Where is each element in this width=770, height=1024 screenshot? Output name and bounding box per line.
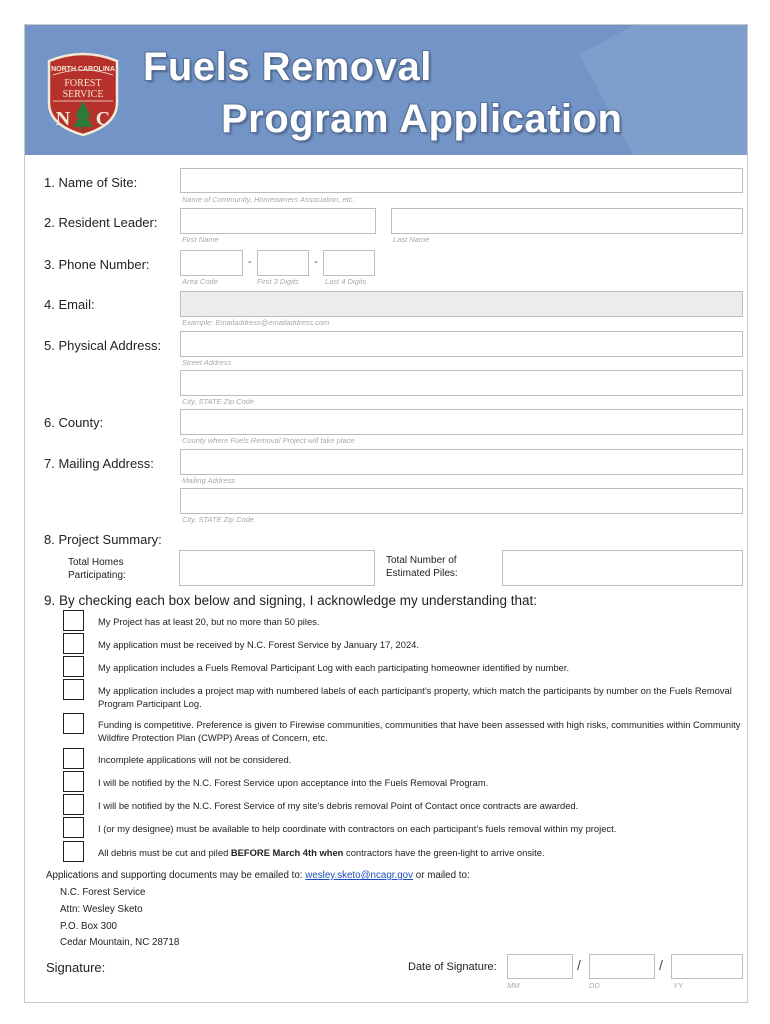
ack-checkbox-4[interactable] <box>63 679 84 700</box>
leader-first-hint: First Name <box>182 235 219 244</box>
physical-city-hint: City, STATE Zip Code <box>182 397 255 406</box>
date-slash-2: / <box>659 957 663 973</box>
ack-checkbox-2[interactable] <box>63 633 84 654</box>
logo-line2: SERVICE <box>62 89 104 100</box>
address-line-3: P.O. Box 300 <box>60 921 118 932</box>
ack-text-5: Funding is competitive. Preference is given to Firewise communities, communities that have been assessed with high risks, communities within Community Wildfire Protection Plan (CWPP) Areas of Concern, etc. <box>98 719 741 743</box>
ack-text-2: My application must be received by N.C. Forest Service by January 17, 2024. <box>98 639 419 650</box>
ack-checkbox-3[interactable] <box>63 656 84 677</box>
logo-line1: FOREST <box>64 78 102 89</box>
leader-label: 2. Resident Leader: <box>44 215 158 230</box>
county-hint: County where Fuels Removal Project will take place <box>182 436 355 445</box>
forest-service-logo <box>43 51 123 137</box>
mailing-city-hint: City, STATE Zip Code <box>182 515 255 524</box>
phone-sep-2: - <box>314 256 318 268</box>
submission-email-link[interactable]: wesley.sketo@ncagr.gov <box>305 870 414 881</box>
ack-checkbox-1[interactable] <box>63 610 84 631</box>
mailing-address-hint: Mailing Address <box>182 476 236 485</box>
logo-right-letter: C <box>95 108 111 130</box>
title-line-2: Program Application <box>221 97 623 141</box>
mailing-city-input[interactable] <box>180 488 743 514</box>
ack-text-9: I (or my designee) must be available to help coordinate with contractors on each participant’s fuels removal within my project. <box>98 823 617 834</box>
leader-last-input[interactable] <box>391 208 743 234</box>
date-yy-hint: YY <box>673 981 684 990</box>
phone-first3-input[interactable] <box>257 250 309 276</box>
logo-left-letter: N <box>55 108 71 130</box>
ack-checkbox-7[interactable] <box>63 771 84 792</box>
leader-first-input[interactable] <box>180 208 376 234</box>
phone-last4-hint: Last 4 Digits <box>325 277 367 286</box>
phone-last4-input[interactable] <box>323 250 375 276</box>
logo-top-text: NORTH CAROLINA <box>51 66 115 73</box>
email-hint: Example: Emailaddress@emailaddress.com <box>182 318 330 327</box>
mailing-address-input[interactable] <box>180 449 743 475</box>
site-label: 1. Name of Site: <box>44 175 138 190</box>
physical-street-hint: Street Address <box>182 358 232 367</box>
ack-text-8: I will be notified by the N.C. Forest Service of my site’s debris removal Point of Contact once contracts are awarded. <box>98 800 579 811</box>
site-hint: Name of Community, Homeowners Association, etc. <box>182 195 355 204</box>
date-yy-input[interactable] <box>671 954 743 979</box>
date-mm-hint: MM <box>507 981 520 990</box>
phone-label: 3. Phone Number: <box>44 257 150 272</box>
date-slash-1: / <box>577 957 581 973</box>
summary-label: 8. Project Summary: <box>44 532 162 547</box>
ack-checkbox-9[interactable] <box>63 817 84 838</box>
homes-label: Total Homes Participating: <box>68 557 126 581</box>
phone-first3-hint: First 3 Digits <box>257 277 299 286</box>
piles-input[interactable] <box>502 550 743 586</box>
date-mm-input[interactable] <box>507 954 573 979</box>
ack-heading: 9. By checking each box below and signing, I acknowledge my understanding that: <box>44 593 538 608</box>
piles-label: Total Number of Estimated Piles: <box>386 555 458 579</box>
ack-text-1: My Project has at least 20, but no more than 50 piles. <box>98 616 320 627</box>
ack-checkbox-8[interactable] <box>63 794 84 815</box>
ack-text-7: I will be notified by the N.C. Forest Service upon acceptance into the Fuels Removal Program. <box>98 777 489 788</box>
leader-last-hint: Last Name <box>393 235 430 244</box>
physical-city-input[interactable] <box>180 370 743 396</box>
ack-text-4: My application includes a project map with numbered labels of each participant’s property, which match the participants by number on the Fuels Removal Program Participant Log. <box>98 685 732 709</box>
phone-sep-1: - <box>248 256 252 268</box>
ack-text-10: All debris must be cut and piled BEFORE March 4th when contractors have the green-light to arrive onsite. <box>98 847 545 858</box>
mailing-label: 7. Mailing Address: <box>44 456 154 471</box>
header-banner <box>25 25 747 155</box>
address-line-1: N.C. Forest Service <box>60 887 146 898</box>
ack-checkbox-5[interactable] <box>63 713 84 734</box>
physical-street-input[interactable] <box>180 331 743 357</box>
signature-label: Signature: <box>46 960 106 975</box>
date-dd-hint: DD <box>589 981 600 990</box>
ack-checkbox-6[interactable] <box>63 748 84 769</box>
ack-text-6: Incomplete applications will not be considered. <box>98 754 292 765</box>
date-label: Date of Signature: <box>408 961 497 973</box>
physical-label: 5. Physical Address: <box>44 338 162 353</box>
county-label: 6. County: <box>44 415 104 430</box>
phone-area-input[interactable] <box>180 250 243 276</box>
ack-text-3: My application includes a Fuels Removal Participant Log with each participating homeowner identified by number. <box>98 662 570 673</box>
title-line-1: Fuels Removal <box>143 45 432 89</box>
submission-line: Applications and supporting documents may be emailed to: wesley.sketo@ncagr.gov or mailed to: <box>46 870 470 881</box>
site-input[interactable] <box>180 168 743 193</box>
address-line-4: Cedar Mountain, NC 28718 <box>60 937 180 948</box>
email-label: 4. Email: <box>44 297 95 312</box>
application-form <box>24 24 748 1003</box>
email-input[interactable] <box>180 291 743 317</box>
ack-checkbox-10[interactable] <box>63 841 84 862</box>
county-input[interactable] <box>180 409 743 435</box>
phone-area-hint: Area Code <box>182 277 218 286</box>
date-dd-input[interactable] <box>589 954 655 979</box>
homes-input[interactable] <box>179 550 375 586</box>
address-line-2: Attn: Wesley Sketo <box>60 904 143 915</box>
